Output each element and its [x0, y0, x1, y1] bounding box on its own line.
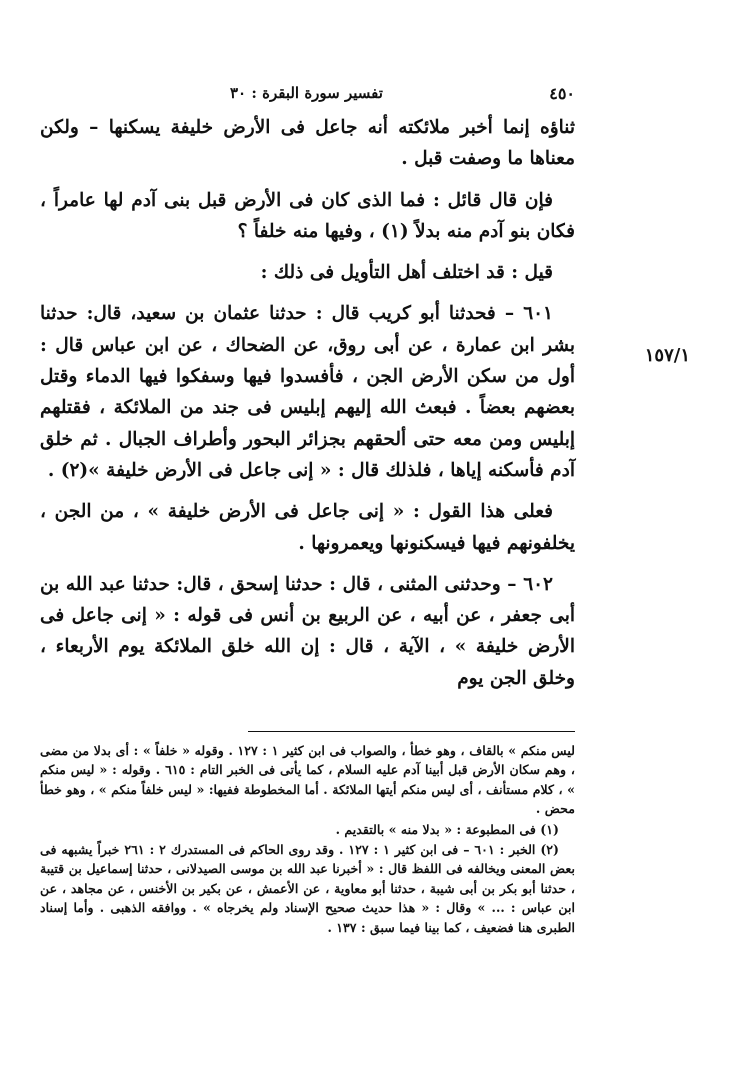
paragraph: ثناؤه إنما أخبر ملائكته أنه جاعل فى الأرض خليفة يسكنها – ولكن معناها ما وصفت قبل . — [40, 117, 575, 170]
paragraph: قيل : قد اختلف أهل التأويل فى ذلك : — [260, 262, 553, 284]
main-text — [40, 112, 575, 704]
paragraph: فعلى هذا القول : « إنى جاعل فى الأرض خليفة » ، من الجن ، يخلفونهم فيها فيسكنونها ويعمرونها . — [40, 501, 575, 554]
paragraph: فإن قال قائل : فما الذى كان فى الأرض قبل بنى آدم لها عامراً ، فكان بنو آدم منه بدلاً (١) ، وفيها منه خلفاً ؟ — [40, 189, 575, 242]
margin-reference: ١٥٧/١ — [644, 345, 690, 366]
footnote: ليس منكم » بالقاف ، وهو خطأ ، والصواب فى ابن كثير ١ : ١٢٧ . وقوله « خلفاً » : أى بدلا من مضى ، وهم سكان الأرض قبل أبينا آدم عليه السلام ، كما يأتى فى الخبر التام : ٦١٥ . وقوله : « ليس منكم » ، كلام مستأنف ، أى ليس منكم أيتها الملائكة . أما المخطوطة ففيها: « ليس خلفاً منكم » ، وهو خطأ محض . — [40, 743, 576, 817]
paragraph: ٦٠٢ – وحدثنى المثنى ، قال : حدثنا إسحق ، قال: حدثنا عبد الله بن أبى جعفر ، عن أبيه ، عن الربيع بن أنس فى قوله : « إنى جاعل فى الأرض خليفة » ، الآية ، قال : إن الله خلق الملائكة يوم الأربعاء ، وخلق الجن يوم — [40, 573, 575, 689]
footnotes — [40, 741, 575, 938]
running-title: تفسير سورة البقرة : ٣٠ — [230, 84, 383, 102]
footnote: (١) فى المطبوعة : « بدلا منه » بالتقديم . — [335, 821, 559, 837]
paragraph: ٦٠١ – فحدثنا أبو كريب قال : حدثنا عثمان بن سعيد، قال: حدثنا بشر ابن عمارة ، عن أبى روق، عن الضحاك ، عن ابن عباس قال : أول من سكن الأرض الجن ، فأفسدوا فيها وسفكوا فيها الدماء وقتل بعضهم بعضاً . فبعث الله إليهم إبليس فى جند من الملائكة ، فقتلهم إبليس ومن معه حتى ألحقهم بجزائر البحور وأطراف الجبال . ثم خلق آدم فأسكنه إياها ، فلذلك قال : « إنى جاعل فى الأرض خليفة »(٢) . — [40, 303, 575, 481]
footnote-divider — [248, 731, 575, 732]
footnote: (٢) الخبر : ٦٠١ – فى ابن كثير ١ : ١٢٧ . وقد روى الحاكم فى المستدرك ٢ : ٢٦١ خبراً يشبهه فى بعض المعنى ويخالفه فى اللفظ قال : « أخبرنا عبد الله بن موسى الصيدلانى ، حدثنا إسماعيل بن قتيبة ، حدثنا أبو بكر بن أبى شيبة ، حدثنا أبو معاوية ، عن الأعمش ، عن بكير بن الأخنس ، عن مجاهد ، عن ابن عباس : ... » وقال : « هذا حديث صحيح الإسناد ولم يخرجاه » . ووافقه الذهبى . وأما إسناد الطبرى هنا فضعيف ، كما بينا فيما سبق : ١٣٧ . — [40, 842, 575, 935]
page-number: ٤٥٠ — [549, 84, 575, 103]
